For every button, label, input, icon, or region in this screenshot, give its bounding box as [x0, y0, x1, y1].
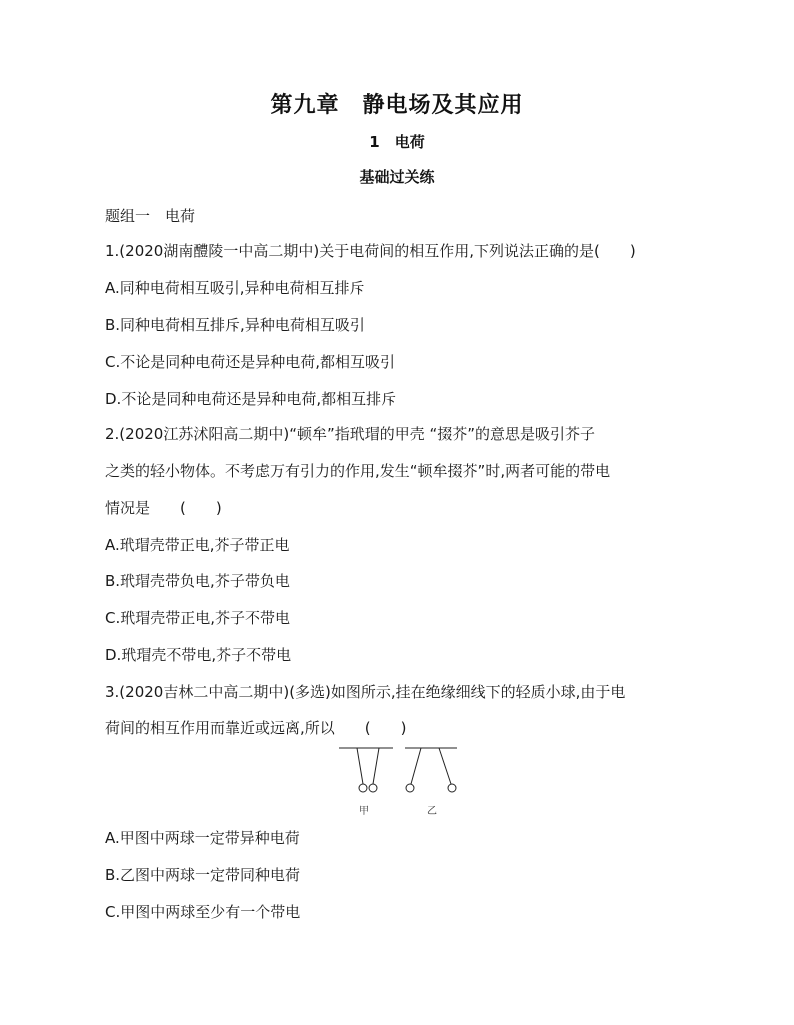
- question-1-stem: 1.(2020湖南醴陵一中高二期中)关于电荷间的相互作用,下列说法正确的是( ): [105, 242, 636, 260]
- question-1-option-b: B.同种电荷相互排斥,异种电荷相互吸引: [105, 316, 365, 334]
- figure-right-ball-2: [448, 784, 456, 792]
- pendulum-diagram: [335, 742, 465, 822]
- question-3-option-a: A.甲图中两球一定带异种电荷: [105, 829, 300, 847]
- question-2-option-c: C.玳瑁壳带正电,芥子不带电: [105, 609, 291, 627]
- figure-right-thread-2: [439, 748, 451, 784]
- question-3-option-b: B.乙图中两球一定带同种电荷: [105, 866, 301, 884]
- chapter-title: 第九章 静电场及其应用: [270, 93, 524, 118]
- figure-left-thread-1: [357, 748, 363, 784]
- question-1-option-a: A.同种电荷相互吸引,异种电荷相互排斥: [105, 279, 365, 297]
- question-2-option-b: B.玳瑁壳带负电,芥子带负电: [105, 572, 290, 590]
- figure-right-thread-1: [411, 748, 421, 784]
- question-1-option-c: C.不论是同种电荷还是异种电荷,都相互吸引: [105, 353, 396, 371]
- group-title: 题组一 电荷: [105, 207, 196, 225]
- question-2-stem-line-1: 2.(2020江苏沭阳高二期中)“顿牟”指玳瑁的甲壳 “掇芥”的意思是吸引芥子: [105, 425, 596, 443]
- question-2-option-d: D.玳瑁壳不带电,芥子不带电: [105, 646, 292, 664]
- figure-label-right: 乙: [427, 806, 437, 817]
- question-2-stem-line-3: 情况是 ( ): [105, 499, 222, 517]
- question-3-option-c: C.甲图中两球至少有一个带电: [105, 903, 301, 921]
- figure-right-ball-1: [406, 784, 414, 792]
- question-1-option-d: D.不论是同种电荷还是异种电荷,都相互排斥: [105, 390, 397, 408]
- question-2-option-a: A.玳瑁壳带正电,芥子带正电: [105, 536, 290, 554]
- figure-left-thread-2: [373, 748, 379, 784]
- question-3-stem-line-1: 3.(2020吉林二中高二期中)(多选)如图所示,挂在绝缘细线下的轻质小球,由于电: [105, 683, 626, 701]
- charged-balls-figure: [335, 742, 465, 822]
- question-2-stem-line-2: 之类的轻小物体。不考虑万有引力的作用,发生“顿牟掇芥”时,两者可能的带电: [105, 462, 611, 480]
- section-title: 1 电荷: [369, 133, 425, 151]
- subsection-title: 基础过关练: [359, 168, 435, 186]
- figure-left-ball-2: [369, 784, 377, 792]
- figure-left-ball-1: [359, 784, 367, 792]
- figure-label-left: 甲: [359, 806, 369, 817]
- question-3-stem-line-2: 荷间的相互作用而靠近或远离,所以 ( ): [105, 719, 407, 737]
